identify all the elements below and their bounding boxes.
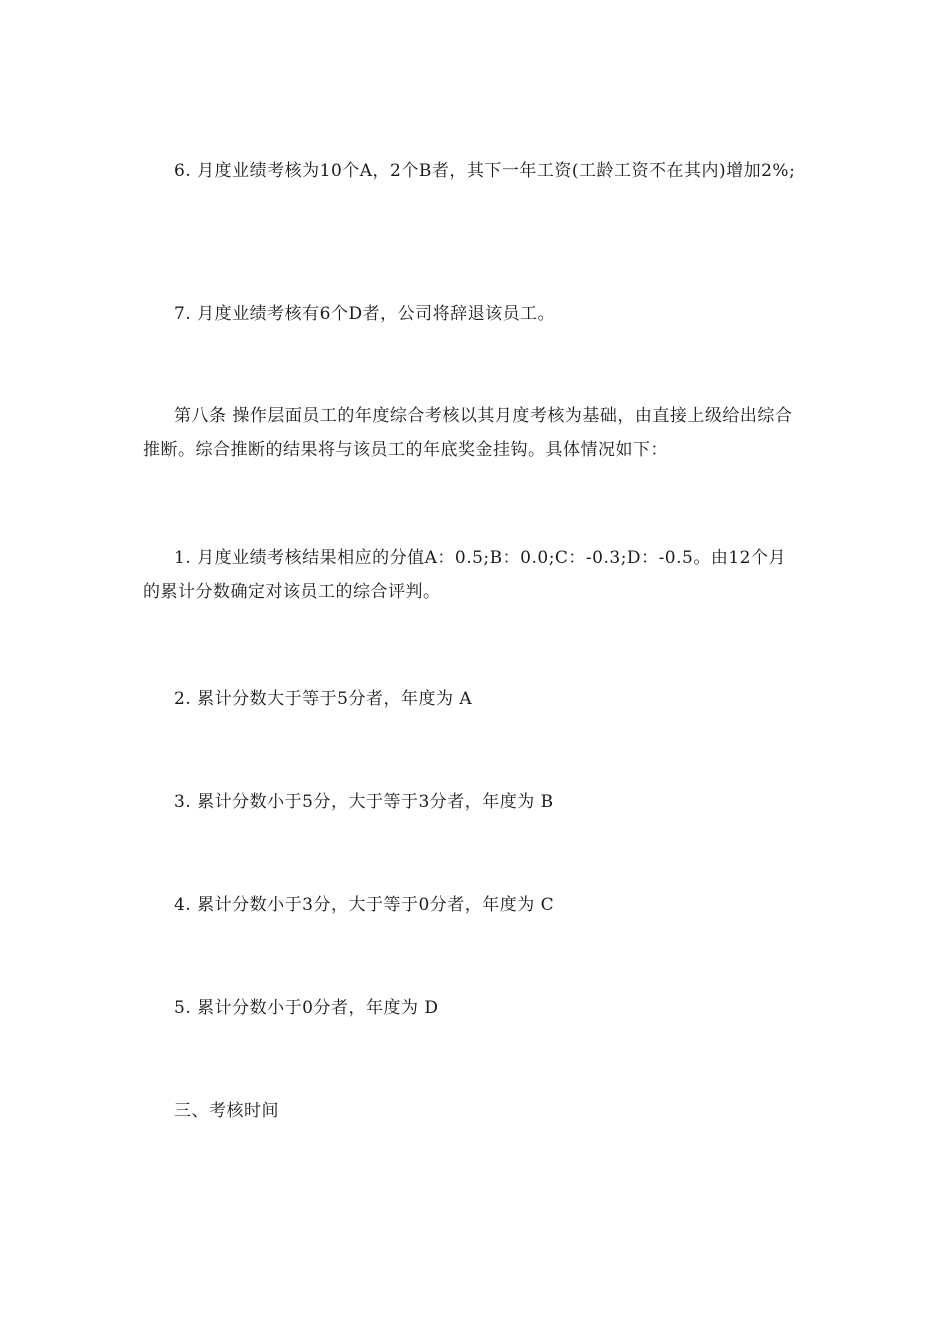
paragraph-item-7-dismissal: 7. 月度业绩考核有6个D者，公司将辞退该员工。 [174,304,556,324]
paragraph-item-6-salary-increase: 6. 月度业绩考核为10个A，2个B者，其下一年工资(工龄工资不在其内)增加2%; [174,161,796,181]
paragraph-item-2-grade-a: 2. 累计分数大于等于5分者，年度为 A [174,689,473,709]
paragraph-item-4-grade-c: 4. 累计分数小于3分，大于等于0分者，年度为 C [174,895,555,915]
paragraph-item-1-score-values: 1. 月度业绩考核结果相应的分值A：0.5;B：0.0;C：-0.3;D：-0.5。由12个月的累计分数确定对该员工的综合评判。 [143,548,786,602]
section-heading-assessment-time: 三、考核时间 [174,1101,279,1121]
paragraph-item-3-grade-b: 3. 累计分数小于5分，大于等于3分者，年度为 B [174,792,554,812]
paragraph-item-5-grade-d: 5. 累计分数小于0分者，年度为 D [174,998,439,1018]
paragraph-article-8: 第八条 操作层面员工的年度综合考核以其月度考核为基础，由直接上级给出综合推断。综合推断的结果将与该员工的年底奖金挂钩。具体情况如下： [143,406,793,460]
